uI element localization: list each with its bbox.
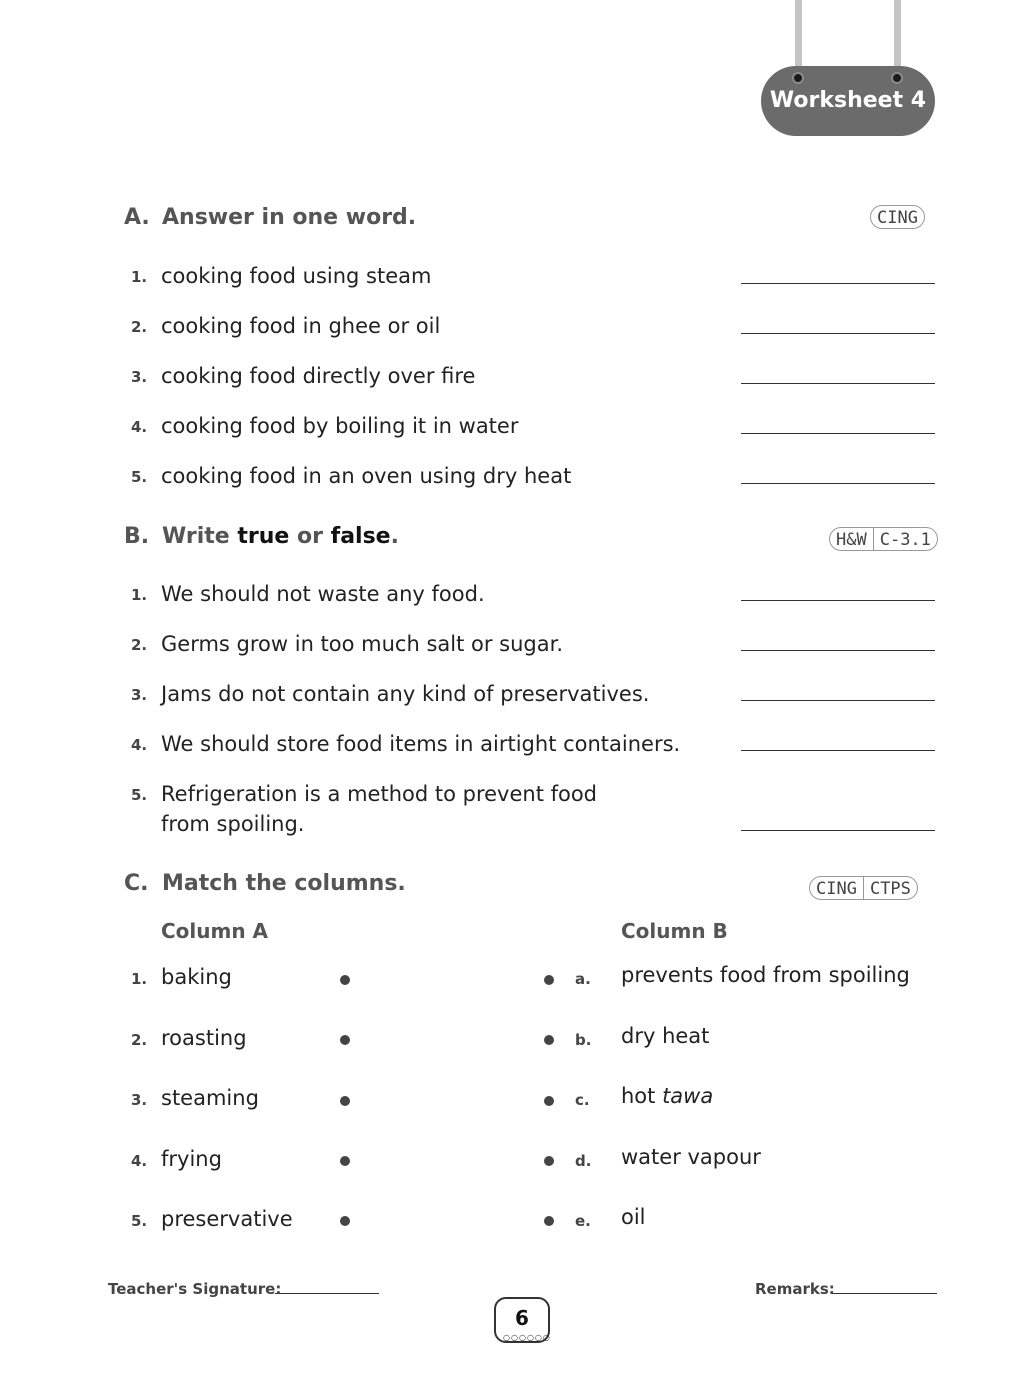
question-number: 4. bbox=[131, 418, 148, 436]
page-box-decoration: ○○○○○○ bbox=[503, 1333, 551, 1342]
match-letter: b. bbox=[575, 1031, 592, 1049]
section-b-title-pre: Write bbox=[162, 524, 238, 549]
question-number: 2. bbox=[131, 318, 148, 336]
question-text: Germs grow in too much salt or sugar. bbox=[161, 632, 563, 656]
question-text: cooking food directly over fire bbox=[161, 364, 476, 388]
column-a-item: frying bbox=[161, 1147, 222, 1171]
question-text: Jams do not contain any kind of preservatives. bbox=[161, 682, 650, 706]
column-b-item-text: hot bbox=[621, 1084, 663, 1108]
column-b-item: dry heat bbox=[621, 1024, 710, 1048]
column-b-dot[interactable] bbox=[544, 1156, 554, 1166]
badge-c31: C-3.1 bbox=[873, 528, 937, 550]
worksheet-title: Worksheet 4 bbox=[769, 88, 927, 113]
question-number: 5. bbox=[131, 786, 148, 804]
column-a-item: baking bbox=[161, 965, 232, 989]
match-letter: a. bbox=[575, 970, 591, 988]
answer-line[interactable] bbox=[741, 700, 935, 701]
column-b-heading: Column B bbox=[621, 919, 728, 943]
question-number: 3. bbox=[131, 686, 148, 704]
badge-cing: CING bbox=[816, 879, 857, 899]
column-b-item bbox=[621, 1084, 713, 1108]
column-a-dot[interactable] bbox=[340, 975, 350, 985]
page-number: 6 bbox=[515, 1306, 529, 1330]
section-a-letter: A. bbox=[124, 205, 150, 230]
question-number: 5. bbox=[131, 468, 148, 486]
match-letter: c. bbox=[575, 1091, 590, 1109]
column-a-item: roasting bbox=[161, 1026, 247, 1050]
question-text: cooking food using steam bbox=[161, 264, 432, 288]
answer-line[interactable] bbox=[741, 283, 935, 284]
question-text: cooking food in ghee or oil bbox=[161, 314, 441, 338]
question-number: 2. bbox=[131, 636, 148, 654]
section-c-skill-badge bbox=[809, 876, 918, 900]
question-text: cooking food in an oven using dry heat bbox=[161, 464, 572, 488]
answer-line[interactable] bbox=[741, 650, 935, 651]
question-text: cooking food by boiling it in water bbox=[161, 414, 519, 438]
section-b-skill-badge bbox=[829, 527, 938, 551]
column-b-dot[interactable] bbox=[544, 1096, 554, 1106]
match-letter: d. bbox=[575, 1152, 592, 1170]
section-b-heading bbox=[124, 524, 399, 549]
match-number: 3. bbox=[131, 1091, 148, 1109]
teacher-signature-label: Teacher's Signature: bbox=[108, 1280, 282, 1298]
section-c-heading bbox=[124, 871, 406, 896]
match-number: 5. bbox=[131, 1212, 148, 1230]
column-b-item: oil bbox=[621, 1205, 646, 1229]
match-letter: e. bbox=[575, 1212, 591, 1230]
match-number: 4. bbox=[131, 1152, 148, 1170]
section-b-letter: B. bbox=[124, 524, 150, 549]
section-b-title-end: . bbox=[390, 524, 399, 549]
column-a-dot[interactable] bbox=[340, 1096, 350, 1106]
section-a-skill-badge bbox=[870, 205, 925, 229]
column-a-dot[interactable] bbox=[340, 1035, 350, 1045]
column-b-item-italic: tawa bbox=[662, 1084, 714, 1108]
answer-line[interactable] bbox=[741, 383, 935, 384]
question-number: 4. bbox=[131, 736, 148, 754]
tag-hole-left bbox=[792, 72, 804, 84]
column-b-dot[interactable] bbox=[544, 1216, 554, 1226]
column-b-item: water vapour bbox=[621, 1145, 761, 1169]
question-text-continued: from spoiling. bbox=[161, 812, 305, 836]
column-a-item: preservative bbox=[161, 1207, 293, 1231]
answer-line[interactable] bbox=[741, 483, 935, 484]
section-b-title-mid: or bbox=[289, 524, 331, 549]
badge-cing: CING bbox=[877, 208, 918, 228]
match-number: 2. bbox=[131, 1031, 148, 1049]
section-b-title-false: false bbox=[330, 524, 391, 549]
section-c-letter: C. bbox=[124, 871, 149, 896]
tag-hole-right bbox=[891, 72, 903, 84]
column-b-dot[interactable] bbox=[544, 975, 554, 985]
question-text: We should not waste any food. bbox=[161, 582, 485, 606]
question-number: 1. bbox=[131, 586, 148, 604]
column-a-dot[interactable] bbox=[340, 1216, 350, 1226]
column-a-item: steaming bbox=[161, 1086, 259, 1110]
question-text: We should store food items in airtight containers. bbox=[161, 732, 681, 756]
column-a-heading: Column A bbox=[161, 919, 269, 943]
answer-line[interactable] bbox=[741, 750, 935, 751]
worksheet-tag bbox=[761, 66, 935, 136]
answer-line[interactable] bbox=[741, 600, 935, 601]
match-number: 1. bbox=[131, 970, 148, 988]
answer-line[interactable] bbox=[741, 433, 935, 434]
section-c-title: Match the columns. bbox=[162, 871, 406, 896]
question-text: Refrigeration is a method to prevent food bbox=[161, 782, 598, 806]
column-b-dot[interactable] bbox=[544, 1035, 554, 1045]
question-number: 3. bbox=[131, 368, 148, 386]
badge-hw: H&W bbox=[836, 530, 867, 550]
answer-line[interactable] bbox=[741, 830, 935, 831]
section-a-title: Answer in one word. bbox=[162, 205, 417, 230]
teacher-signature-line[interactable] bbox=[275, 1293, 379, 1294]
badge-ctps: CTPS bbox=[863, 877, 917, 899]
column-a-dot[interactable] bbox=[340, 1156, 350, 1166]
remarks-label: Remarks: bbox=[755, 1280, 835, 1298]
column-b-item: prevents food from spoiling bbox=[621, 963, 910, 987]
answer-line[interactable] bbox=[741, 333, 935, 334]
question-number: 1. bbox=[131, 268, 148, 286]
section-a-heading bbox=[124, 205, 416, 230]
section-b-title-true: true bbox=[237, 524, 290, 549]
remarks-line[interactable] bbox=[833, 1293, 937, 1294]
